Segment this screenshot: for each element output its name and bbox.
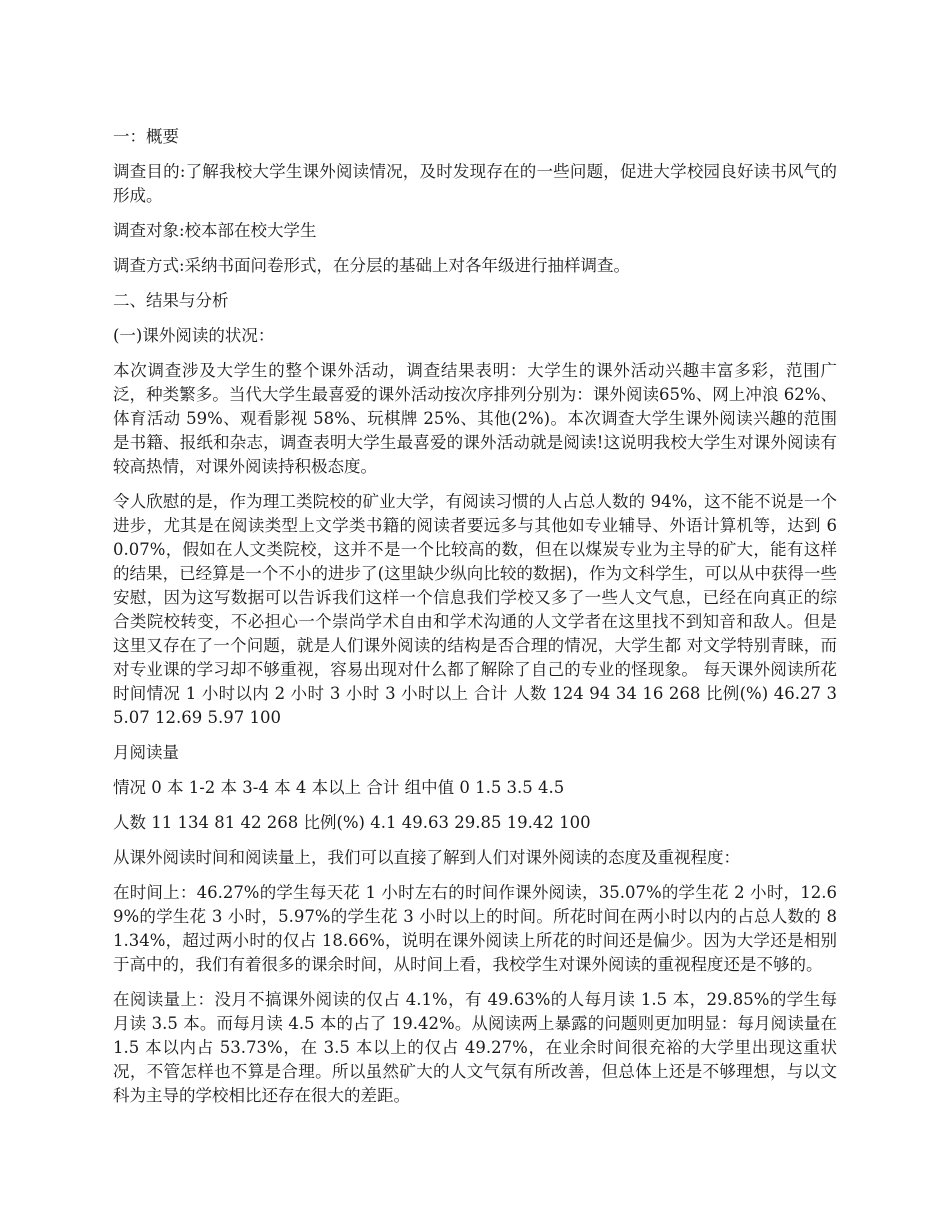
attitude-intro-paragraph: 从课外阅读时间和阅读量上，我们可以直接了解到人们对课外阅读的态度及重视程度： xyxy=(113,848,740,867)
survey-purpose-paragraph: 调查目的:了解我校大学生课外阅读情况，及时发现存在的一些问题，促进大学校园良好读书风气的形成。 xyxy=(113,162,837,205)
survey-target-paragraph: 调查对象:校本部在校大学生 xyxy=(113,221,317,240)
section-heading-overview: 一：概要 xyxy=(113,127,179,146)
time-analysis-paragraph: 在时间上：46.27%的学生每天花 1 小时左右的时间作课外阅读，35.07%的学生花 2 小时，12.69%的学生花 3 小时，5.97%的学生花 3 小时以上的时间。所花时间在两小时以内的占总人数的 81.34%，超过两小时的仅占 18.66%，说明在课外阅读上所花的时间还是偏少。因为大学还是相别于高中的，我们有着很多的课余时间，从时间上看，我校学生对课外阅读的重视程度还是不够的。 xyxy=(113,883,837,974)
section-heading-results: 二、结果与分析 xyxy=(113,291,229,310)
document-body xyxy=(113,125,837,1119)
monthly-reading-counts: 人数 11 134 81 42 268 比例(%) 4.1 49.63 29.85 19.42 100 xyxy=(113,813,591,832)
subsection-heading-reading-status: (一)课外阅读的状况： xyxy=(113,326,275,345)
survey-method-paragraph: 调查方式:采纳书面问卷形式，在分层的基础上对各年级进行抽样调查。 xyxy=(113,256,631,275)
volume-analysis-paragraph: 在阅读量上：没月不搞课外阅读的仅占 4.1%，有 49.63%的人每月读 1.5 本，29.85%的学生每月读 3.5 本。而每月读 4.5 本的占了 19.42%。从阅读两上暴露的问题则更加明显：每月阅读量在 1.5 本以内占 53.73%，在 3.5 本以上的仅占 49.27%，在业余时间很充裕的大学里出现这重状况，不管怎样也不算是合理。所以虽然矿大的人文气氛有所改善，但总体上还是不够理想，与以文科为主导的学校相比还存在很大的差距。 xyxy=(113,990,837,1105)
monthly-reading-heading: 月阅读量 xyxy=(113,743,179,762)
activities-paragraph: 本次调查涉及大学生的整个课外活动，调查结果表明：大学生的课外活动兴趣丰富多彩，范围广泛，种类繁多。当代大学生最喜爱的课外活动按次序排列分别为：课外阅读65%、网上冲浪 62%、体育活动 59%、观看影视 58%、玩棋牌 25%、其他(2%)。本次调查大学生课外阅读兴趣的范围是书籍、报纸和杂志，调查表明大学生最喜爱的课外活动就是阅读!这说明我校大学生对课外阅读有较高热情，对课外阅读持积极态度。 xyxy=(113,361,837,476)
monthly-reading-categories: 情况 0 本 1-2 本 3-4 本 4 本以上 合计 组中值 0 1.5 3.5 4.5 xyxy=(113,778,565,797)
reading-habits-paragraph: 令人欣慰的是，作为理工类院校的矿业大学，有阅读习惯的人占总人数的 94%，这不能不说是一个进步，尤其是在阅读类型上文学类书籍的阅读者要远多与其他如专业辅导、外语计算机等，达到 60.07%，假如在人文类院校，这并不是一个比较高的数，但在以煤炭专业为主导的矿大，能有这样的结果，已经算是一个不小的进步了(这里缺少纵向比较的数据)，作为文科学生，可以从中获得一些安慰，因为这写数据可以告诉我们这样一个信息我们学校又多了一些人文气息，已经在向真正的综合类院校转变，不必担心一个崇尚学术自由和学术沟通的人文学者在这里找不到知音和敌人。但是这里又存在了一个问题，就是人们课外阅读的结构是否合理的情况，大学生都 对文学特别青睐，而对专业课的学习却不够重视，容易出现对什么都了解除了自己的专业的怪现象。 每天课外阅读所花时间情况 1 小时以内 2 小时 3 小时 3 小时以上 合计 人数 124 94 34 16 268 比例(%) 46.27 35.07 12.69 5.97 100 xyxy=(113,492,837,727)
